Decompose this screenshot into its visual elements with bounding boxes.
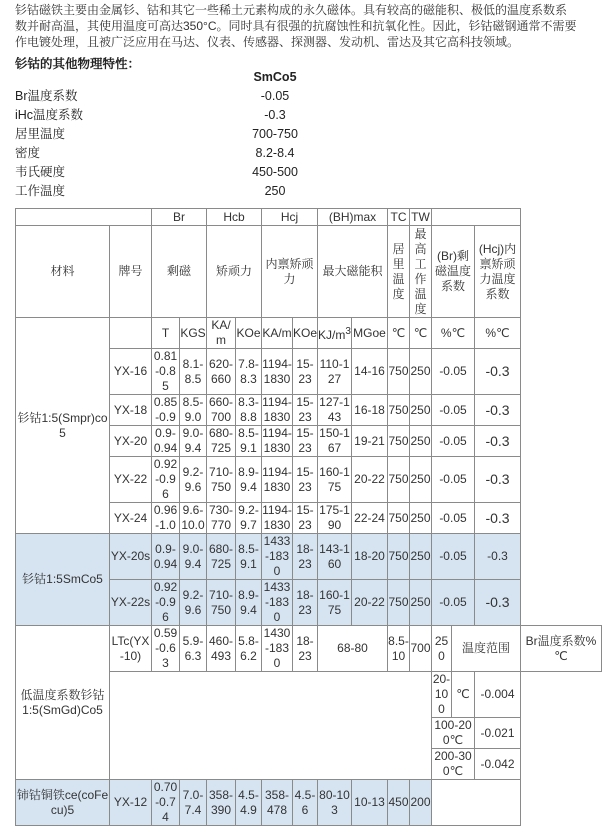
value-cell: 143-160 (318, 534, 352, 580)
property-row (15, 125, 315, 144)
property-row (15, 106, 315, 125)
property-value: 250 (264, 184, 286, 198)
value-cell: 9.6-10.0 (181, 503, 205, 532)
unit-cell: ℃ (410, 318, 432, 349)
group-header-row (16, 209, 602, 226)
value-cell: 0.85-0.9 (152, 395, 180, 426)
blank-cell (110, 318, 152, 349)
property-name: iHc温度系数 (15, 108, 84, 122)
property-name: 居里温度 (15, 127, 66, 141)
value-cell: 7.0-7.4 (180, 780, 207, 826)
property-value: -0.3 (264, 108, 286, 122)
value-cell: 18-23 (293, 580, 318, 626)
hcj-group-header: Hcj (262, 209, 318, 226)
units-row (16, 318, 602, 349)
value-cell: 750 (388, 395, 410, 426)
property-value: -0.05 (260, 89, 290, 103)
grade-cell: YX-16 (110, 349, 152, 395)
property-name: 韦氏硬度 (15, 165, 66, 179)
coef-value: -0.021 (475, 718, 521, 749)
grade-cell: YX-20s (110, 534, 152, 580)
table-row (16, 626, 602, 672)
value-cell: 14-16 (352, 349, 388, 395)
grade-cell: YX-12 (110, 780, 152, 826)
value-cell: 8.9-9.4 (236, 457, 262, 503)
value-cell: 358-390 (207, 780, 236, 826)
table-row (16, 780, 602, 826)
value-cell: 20-22 (352, 580, 388, 626)
blank-cell (432, 780, 521, 826)
value-cell: 0.70-0.74 (152, 780, 180, 826)
value-cell: 15-23 (293, 395, 318, 426)
table-row (16, 534, 602, 580)
value-cell: 1194-1830 (262, 457, 293, 503)
kjm-unit: KJ/m (318, 327, 346, 342)
value-cell: 8.5-9.1 (236, 426, 262, 457)
value-cell: 680-725 (207, 426, 236, 457)
property-value: 700-750 (252, 127, 298, 141)
tw-group-header: TW (411, 209, 430, 224)
value-cell: -0.05 (432, 580, 475, 626)
properties-heading: 钐钴的其他物理特性： (15, 57, 141, 71)
unit-cell: T (152, 318, 180, 349)
unit-cell (318, 318, 352, 349)
value-cell: 20-22 (352, 457, 388, 503)
value-cell: 450 (388, 780, 410, 826)
value-cell: 15-23 (293, 457, 318, 503)
value-cell: 1194-1830 (262, 395, 292, 424)
value-cell: 8.5-9.0 (180, 395, 207, 426)
value-cell: 10-13 (352, 780, 388, 826)
value-cell: 680-725 (207, 534, 236, 580)
value-cell: 750 (388, 503, 410, 534)
value-cell: -0.3 (475, 395, 521, 426)
blank-cell (110, 672, 432, 780)
range-cell: 100-200℃ (432, 718, 475, 749)
magnet-spec-table (15, 208, 602, 826)
coef-header: Br温度系数%℃ (521, 626, 602, 672)
value-cell: 80-103 (318, 780, 352, 826)
value-cell: 18-20 (352, 534, 388, 580)
br-header: 剩磁 (152, 226, 207, 318)
value-cell: 15-23 (293, 349, 318, 395)
value-cell: 0.96-1.0 (152, 503, 180, 534)
value-cell: 660-700 (207, 395, 236, 426)
unit-cell: KA/m (262, 318, 293, 349)
value-cell: 620-660 (207, 349, 236, 395)
value-cell: 1194-1830 (262, 503, 292, 532)
br-coef-header: (Br)剩磁温度系数 (432, 226, 475, 318)
value-cell: 250 (410, 503, 432, 534)
kjm-exponent: 3 (345, 325, 351, 337)
tc-group-header: TC (388, 209, 410, 226)
br-group-header: Br (152, 209, 207, 226)
value-cell: 9.2-9.7 (236, 503, 262, 534)
range-unit: ℃ (452, 672, 475, 718)
property-value: 450-500 (252, 165, 298, 179)
blank-cell (16, 209, 152, 226)
value-cell: 250 (410, 457, 432, 503)
value-cell: 750 (388, 580, 410, 626)
value-cell: -0.3 (475, 349, 521, 395)
hcj-coef-header: (Hcj)内禀矫顽力温度系数 (475, 226, 521, 318)
value-cell: -0.3 (475, 503, 521, 534)
material-cell: 低温度系数钐钴1:5(SmGd)Co5 (16, 626, 110, 780)
unit-cell: MGoe (352, 318, 388, 349)
value-cell: 250 (410, 426, 432, 457)
value-cell: 750 (388, 349, 410, 395)
material-cell: 钐钴1:5(Smpr)co5 (16, 318, 110, 534)
value-cell: 0.9-0.94 (152, 534, 180, 580)
value-cell: 5.9-6.3 (180, 626, 207, 672)
value-cell: 460-493 (207, 626, 236, 672)
hcb-header: 矫顽力 (207, 226, 262, 318)
value-cell: 16-18 (352, 395, 388, 426)
grade-cell: YX-22s (110, 580, 152, 626)
value-cell: 15-23 (293, 426, 318, 457)
material-header: 材料 (16, 226, 110, 318)
value-cell: -0.05 (432, 457, 475, 503)
value-cell: -0.05 (432, 534, 475, 580)
value-cell: 15-23 (293, 503, 318, 534)
unit-cell: KOe (236, 318, 262, 349)
max-temp-header: 最高工作温度 (410, 226, 432, 318)
value-cell: 8.5-9.1 (236, 534, 262, 580)
value-cell: 250 (410, 349, 432, 395)
value-cell: 9.2-9.6 (180, 580, 207, 626)
value-cell: 18-23 (293, 534, 318, 580)
unit-cell: KA/m (207, 318, 236, 349)
material-cell: 钐钴1:5SmCo5 (16, 534, 110, 626)
grade-cell: YX-24 (110, 503, 152, 534)
value-cell: 750 (388, 426, 410, 457)
properties-column-header: SmCo5 (253, 70, 297, 84)
value-cell: 750 (388, 534, 410, 580)
value-cell: 8.3-8.8 (236, 395, 262, 426)
value-cell: -0.3 (475, 426, 521, 457)
value-cell: 175-190 (319, 503, 350, 532)
value-cell: -0.05 (432, 395, 475, 426)
value-cell: 5.8-6.2 (236, 626, 262, 672)
property-row (15, 144, 315, 163)
curie-header: 居里温度 (388, 226, 410, 318)
value-cell: 0.81-0.85 (152, 349, 180, 395)
value-cell: 358-478 (262, 780, 293, 826)
unit-cell: ℃ (388, 318, 410, 349)
unit-cell: KOe (293, 318, 318, 349)
property-row (15, 182, 315, 201)
value-cell: 7.8-8.3 (236, 349, 262, 395)
value-cell: 22-24 (352, 503, 388, 534)
grade-cell: YX-22 (110, 457, 152, 503)
value-cell: 1194-1830 (262, 426, 292, 455)
intro-paragraph: 钐钴磁铁主要由金属钐、钴和其它一些稀土元素构成的永久磁体。具有较高的磁能积、极低的温度系数系数并耐高温，其使用温度可高达350°C。同时具有很强的抗腐蚀性和抗氧化性。因此，钐钴磁钢通常不需要作电镀处理，且被广泛应用在马达、仪表、传感器、探测器、发动机、雷达及其它高科技领域。 (15, 3, 577, 49)
value-cell: 0.92-0.96 (152, 580, 180, 626)
value-cell: -0.3 (475, 580, 521, 626)
hcb-group-header: Hcb (207, 209, 262, 226)
value-cell: -0.05 (432, 503, 475, 534)
value-cell: 250 (410, 534, 432, 580)
value-cell: 68-80 (318, 626, 388, 672)
value-cell: 4.5-6 (293, 780, 318, 826)
properties-list (15, 68, 315, 201)
value-cell: -0.05 (432, 426, 475, 457)
grade-header: 牌号 (110, 226, 152, 318)
property-name: Br温度系数 (15, 89, 78, 103)
value-cell: 127-143 (319, 395, 350, 424)
value-cell: 18-23 (293, 626, 318, 672)
property-name: 工作温度 (15, 184, 66, 198)
unit-cell: %℃ (475, 318, 521, 349)
value-cell: 9.0-9.4 (180, 426, 207, 457)
grade-cell: YX-20 (110, 426, 152, 457)
value-cell: 8.9-9.4 (236, 580, 262, 626)
value-cell: 0.9-0.94 (152, 426, 180, 457)
grade-cell: LTc(YX-10) (110, 626, 152, 672)
value-cell: -0.05 (432, 349, 475, 395)
value-cell: 700 (410, 626, 432, 672)
value-cell: 250 (410, 395, 432, 426)
value-cell: 1194-1830 (262, 349, 293, 395)
value-cell: 1430-1830 (262, 626, 293, 672)
range-header: 温度范围 (452, 626, 521, 672)
value-cell: 160-175 (318, 580, 352, 626)
material-cell: 铈钴铜铁ce(coFecu)5 (16, 780, 110, 826)
value-cell: 9.0-9.4 (180, 534, 207, 580)
property-row (15, 163, 315, 182)
header-row (16, 226, 602, 318)
value-cell: 8.5-10 (388, 626, 410, 672)
bh-header: 最大磁能积 (318, 226, 388, 318)
value-cell: 710-750 (207, 457, 236, 503)
value-cell: 730-770 (207, 503, 236, 534)
range-cell: 20-100 (432, 672, 451, 716)
property-row (15, 87, 315, 106)
value-cell: 200 (410, 780, 432, 826)
value-cell: 110-127 (318, 349, 352, 395)
unit-cell: %℃ (432, 318, 475, 349)
unit-cell: KGS (180, 318, 207, 349)
value-cell: 4.5-4.9 (236, 780, 262, 826)
value-cell: 9.2-9.6 (180, 457, 207, 503)
value-cell: -0.3 (475, 534, 521, 580)
hcj-header: 内禀矫顽力 (262, 226, 318, 318)
bh-group-header: (BH)max (318, 209, 388, 226)
blank-cell (432, 209, 521, 226)
grade-cell: YX-18 (110, 395, 152, 426)
property-value: 8.2-8.4 (255, 146, 295, 160)
value-cell: 8.1-8.5 (180, 349, 207, 395)
value-cell: 160-175 (318, 457, 352, 503)
value-cell: -0.3 (475, 457, 521, 503)
value-cell: 250 (410, 580, 432, 626)
value-cell: 1433-1830 (262, 534, 293, 580)
range-cell: 200-300℃ (432, 749, 475, 780)
property-name: 密度 (15, 146, 41, 160)
value-cell: 0.92-0.96 (152, 457, 180, 503)
coef-value: -0.004 (475, 672, 521, 718)
coef-value: -0.042 (475, 749, 521, 780)
value-cell: 250 (432, 626, 452, 672)
value-cell: 19-21 (352, 426, 388, 457)
properties-column-row (15, 68, 315, 87)
value-cell: 0.59-0.63 (152, 626, 180, 672)
value-cell: 150-167 (319, 426, 350, 455)
value-cell: 710-750 (207, 580, 236, 626)
value-cell: 750 (388, 457, 410, 503)
value-cell: 1433-1830 (262, 580, 293, 626)
